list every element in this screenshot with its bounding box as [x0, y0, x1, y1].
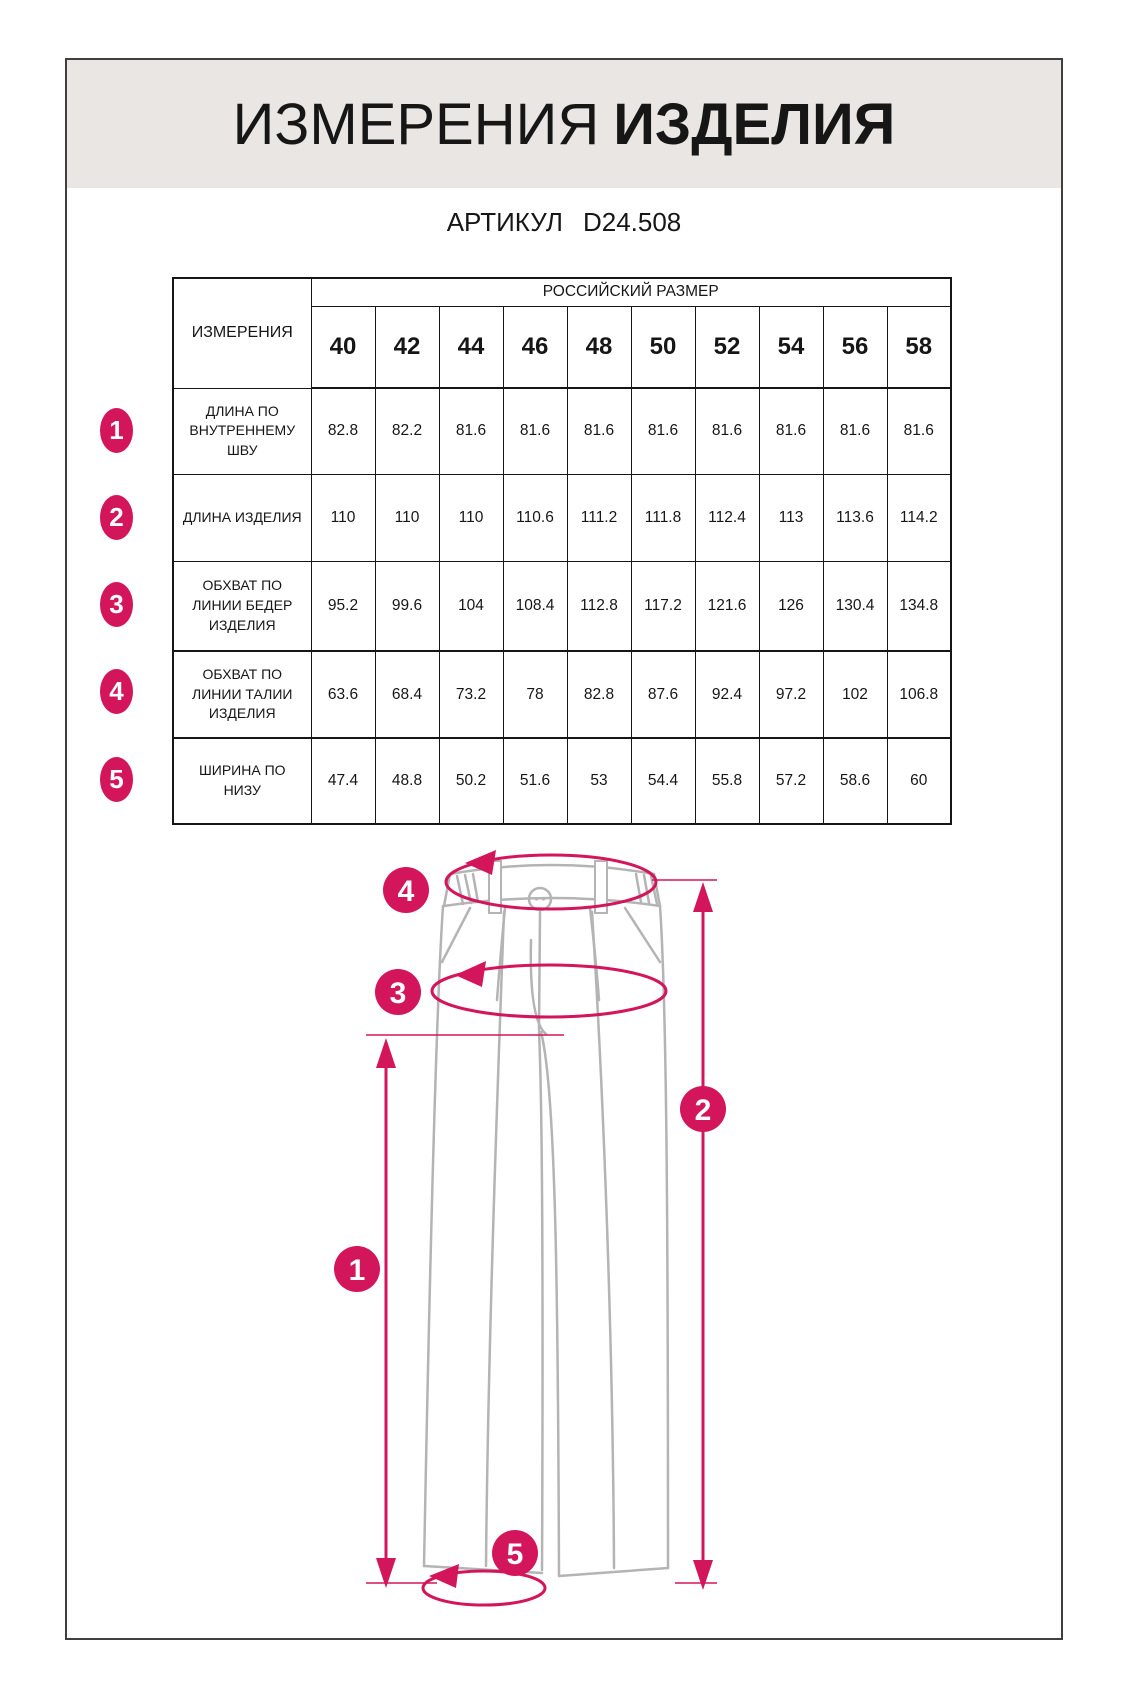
size-col: 56 — [823, 306, 887, 388]
cell-value: 81.6 — [503, 388, 567, 474]
diagram-badge-4-number: 4 — [397, 875, 415, 908]
row-label: ДЛИНА ПО ВНУТРЕННЕМУ ШВУ — [173, 388, 311, 474]
cell-value: 81.6 — [887, 388, 951, 474]
diagram-badge-5-number: 5 — [506, 1538, 524, 1571]
size-col: 46 — [503, 306, 567, 388]
cell-value: 81.6 — [631, 388, 695, 474]
cell-value: 114.2 — [887, 474, 951, 561]
cell-value: 110 — [439, 474, 503, 561]
cell-value: 81.6 — [759, 388, 823, 474]
diagram-badge-3-number: 3 — [389, 977, 407, 1010]
cell-value: 112.8 — [567, 561, 631, 651]
article-code: D24.508 — [582, 206, 682, 237]
cell-value: 47.4 — [311, 738, 375, 824]
row-label: ОБХВАТ ПО ЛИНИИ БЕДЕР ИЗДЕЛИЯ — [173, 561, 311, 651]
cell-value: 58.6 — [823, 738, 887, 824]
table-row-waist-girth — [173, 651, 951, 738]
cell-value: 111.8 — [631, 474, 695, 561]
size-col: 44 — [439, 306, 503, 388]
cell-value: 112.4 — [695, 474, 759, 561]
cell-value: 82.8 — [567, 651, 631, 738]
title-banner — [67, 60, 1061, 188]
cell-value: 87.6 — [631, 651, 695, 738]
cell-value: 68.4 — [375, 651, 439, 738]
cell-value: 78 — [503, 651, 567, 738]
size-col: 40 — [311, 306, 375, 388]
cell-value: 81.6 — [439, 388, 503, 474]
diagram-badge-2-number: 2 — [694, 1094, 712, 1127]
cell-value: 102 — [823, 651, 887, 738]
cell-value: 126 — [759, 561, 823, 651]
size-col: 52 — [695, 306, 759, 388]
cell-value: 51.6 — [503, 738, 567, 824]
size-col: 54 — [759, 306, 823, 388]
page-title-bold: ИЗДЕЛИЯ — [613, 91, 896, 157]
russian-size-header-cell: РОССИЙСКИЙ РАЗМЕР — [311, 278, 951, 306]
length-arrowhead-down-icon — [693, 1560, 713, 1590]
cell-value: 106.8 — [887, 651, 951, 738]
cell-value: 53 — [567, 738, 631, 824]
measurements-header-cell: ИЗМЕРЕНИЯ — [173, 278, 311, 388]
length-arrowhead-up-icon — [693, 882, 713, 912]
cell-value: 82.2 — [375, 388, 439, 474]
cell-value: 73.2 — [439, 651, 503, 738]
trousers-measurement-diagram — [300, 830, 740, 1620]
cell-value: 113 — [759, 474, 823, 561]
cell-value: 134.8 — [887, 561, 951, 651]
cell-value: 113.6 — [823, 474, 887, 561]
cell-value: 60 — [887, 738, 951, 824]
cell-value: 95.2 — [311, 561, 375, 651]
size-col: 50 — [631, 306, 695, 388]
cell-value: 117.2 — [631, 561, 695, 651]
cell-value: 110 — [311, 474, 375, 561]
table-row-length — [173, 474, 951, 561]
size-col: 48 — [567, 306, 631, 388]
cell-value: 63.6 — [311, 651, 375, 738]
article-line — [67, 205, 1061, 239]
cell-value: 99.6 — [375, 561, 439, 651]
cell-value: 81.6 — [823, 388, 887, 474]
trousers-outline — [424, 861, 668, 1576]
inseam-arrowhead-up-icon — [376, 1038, 396, 1068]
table-row-hip-girth — [173, 561, 951, 651]
measurements-table — [172, 277, 952, 825]
row-label: ОБХВАТ ПО ЛИНИИ ТАЛИИ ИЗДЕЛИЯ — [173, 651, 311, 738]
cell-value: 108.4 — [503, 561, 567, 651]
cell-value: 110.6 — [503, 474, 567, 561]
row-badge-2: 2 — [100, 495, 133, 540]
cell-value: 104 — [439, 561, 503, 651]
size-col: 58 — [887, 306, 951, 388]
cell-value: 55.8 — [695, 738, 759, 824]
page-title-regular: ИЗМЕРЕНИЯ — [232, 91, 600, 157]
cell-value: 92.4 — [695, 651, 759, 738]
cell-value: 110 — [375, 474, 439, 561]
hip-arrowhead-icon — [455, 961, 486, 987]
row-label: ШИРИНА ПО НИЗУ — [173, 738, 311, 824]
table-row-hem-width — [173, 738, 951, 824]
cell-value: 111.2 — [567, 474, 631, 561]
cell-value: 48.8 — [375, 738, 439, 824]
cell-value: 81.6 — [567, 388, 631, 474]
row-badge-1: 1 — [100, 408, 133, 453]
cell-value: 50.2 — [439, 738, 503, 824]
diagram-badge-1-number: 1 — [348, 1254, 366, 1287]
cell-value: 81.6 — [695, 388, 759, 474]
cell-value: 82.8 — [311, 388, 375, 474]
row-badge-4: 4 — [100, 669, 133, 714]
row-label: ДЛИНА ИЗДЕЛИЯ — [173, 474, 311, 561]
page-title — [233, 91, 896, 158]
row-badge-5: 5 — [100, 757, 133, 802]
article-label: АРТИКУЛ — [446, 206, 563, 237]
size-col: 42 — [375, 306, 439, 388]
cell-value: 130.4 — [823, 561, 887, 651]
cell-value: 54.4 — [631, 738, 695, 824]
cell-value: 121.6 — [695, 561, 759, 651]
table-row-inseam — [173, 388, 951, 474]
cell-value: 97.2 — [759, 651, 823, 738]
row-badge-3: 3 — [100, 582, 133, 627]
cell-value: 57.2 — [759, 738, 823, 824]
